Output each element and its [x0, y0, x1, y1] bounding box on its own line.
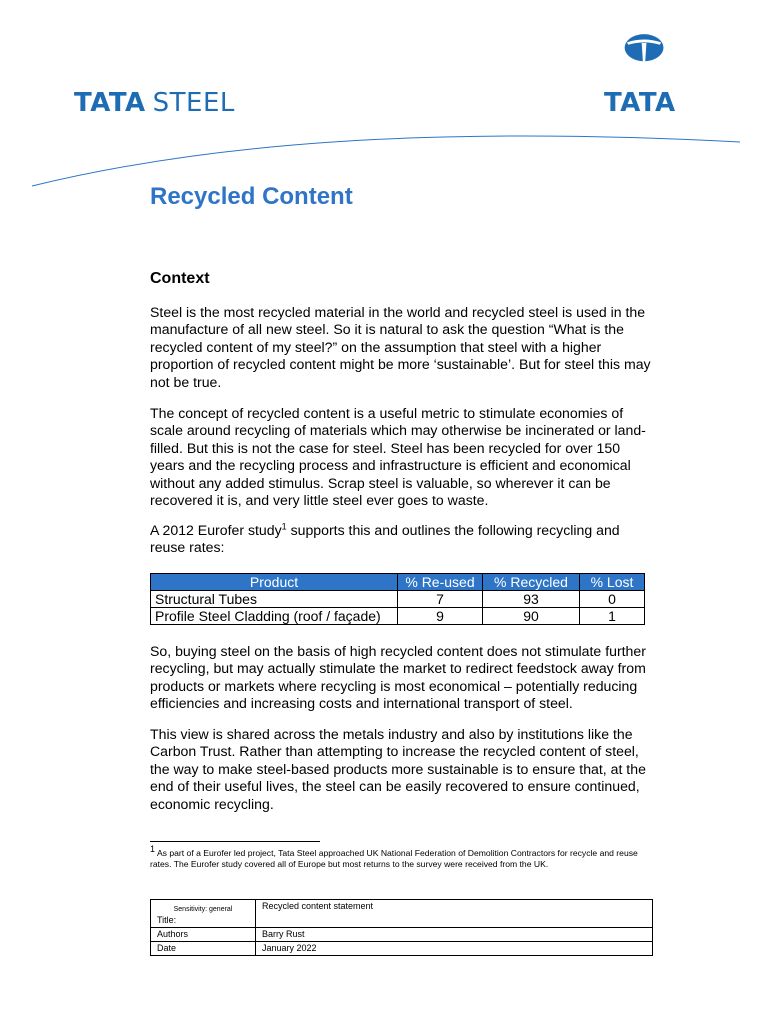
date-value: January 2022: [256, 942, 653, 956]
header-swoosh-line: [0, 120, 768, 200]
cell-product: Profile Steel Cladding (roof / façade): [151, 608, 398, 625]
table-header-row: [151, 574, 645, 591]
tata-wordmark: TATA: [604, 88, 676, 118]
col-header-recycled: % Recycled: [483, 574, 580, 591]
tata-emblem-icon: [612, 33, 682, 83]
tata-steel-logo: [74, 88, 235, 118]
paragraph-5: This view is shared across the metals industry and also by institutions like the Carbon Trust. Rather than attempting to increase the recycled content of steel, the way to make steel-based products more sustainable is to ensure that, at the end of their useful lives, the steel can be easily recovered to ensure continued, economic recycling.: [150, 726, 646, 812]
table-row: [151, 608, 645, 625]
authors-label: Authors: [151, 928, 256, 942]
table-row: [151, 928, 653, 942]
paragraph-3: [150, 522, 656, 557]
cell-product: Structural Tubes: [151, 591, 398, 608]
paragraph-2: The concept of recycled content is a useful metric to stimulate economies of scale around recycling of materials which may otherwise be incinerated or land-filled. But this is not the case for steel. Steel has been recycled for over 150 years and the recycling process and infrastructure is efficient and economical without any added stimulus. Scrap steel is valuable, so wherever it can be recovered it is, and very little steel ever goes to waste.: [150, 405, 646, 509]
title-label: Title:: [157, 915, 177, 925]
cell-reused: 9: [398, 608, 483, 625]
cell-recycled: 93: [483, 591, 580, 608]
col-header-reused: % Re-used: [398, 574, 483, 591]
brand-light: STEEL: [152, 88, 235, 118]
footnote: [150, 844, 656, 870]
title-label-cell: [151, 900, 256, 928]
col-header-lost: % Lost: [580, 574, 645, 591]
paragraph-3-end: supports this and outlines the following recycling and reuse rates:: [150, 522, 620, 556]
authors-value: Barry Rust: [256, 928, 653, 942]
table-row: [151, 900, 653, 928]
paragraph-3-start: A 2012 Eurofer study: [150, 522, 282, 538]
cell-lost: 1: [580, 608, 645, 625]
page-title: Recycled Content: [150, 183, 353, 210]
date-label: Date: [151, 942, 256, 956]
title-value: Recycled content statement: [256, 900, 653, 928]
paragraph-4: So, buying steel on the basis of high recycled content does not stimulate further recycling, but may actually stimulate the market to redirect feedstock away from products or markets where recycling is most economical – potentially reducing efficiencies and increasing costs and international transport of steel.: [150, 643, 646, 712]
sensitivity-label: Sensitivity: general: [173, 906, 233, 913]
cell-reused: 7: [398, 591, 483, 608]
table-row: [151, 591, 645, 608]
recycling-rates-table: [150, 573, 645, 625]
footnote-divider: [150, 841, 320, 842]
col-header-product: Product: [151, 574, 398, 591]
footnote-text: As part of a Eurofer led project, Tata Steel approached UK National Federation of Demolition Contractors for recycle and reuse rates. The Eurofer study covered all of Europe but most returns to the survey were received from the UK.: [150, 848, 638, 869]
footnote-marker: 1: [150, 844, 156, 855]
table-row: [151, 942, 653, 956]
cell-lost: 0: [580, 591, 645, 608]
brand-bold: TATA: [74, 88, 146, 118]
document-info-table: [150, 899, 653, 956]
paragraph-1: Steel is the most recycled material in the world and recycled steel is used in the manufacture of all new steel. So it is natural to ask the question “What is the recycled content of my steel?” on the assumption that steel with a higher proportion of recycled content might be more ‘sustainable’. But for steel this may not be true.: [150, 304, 651, 390]
cell-recycled: 90: [483, 608, 580, 625]
footnote-reference[interactable]: 1: [281, 521, 287, 532]
section-heading-context: Context: [150, 270, 210, 287]
